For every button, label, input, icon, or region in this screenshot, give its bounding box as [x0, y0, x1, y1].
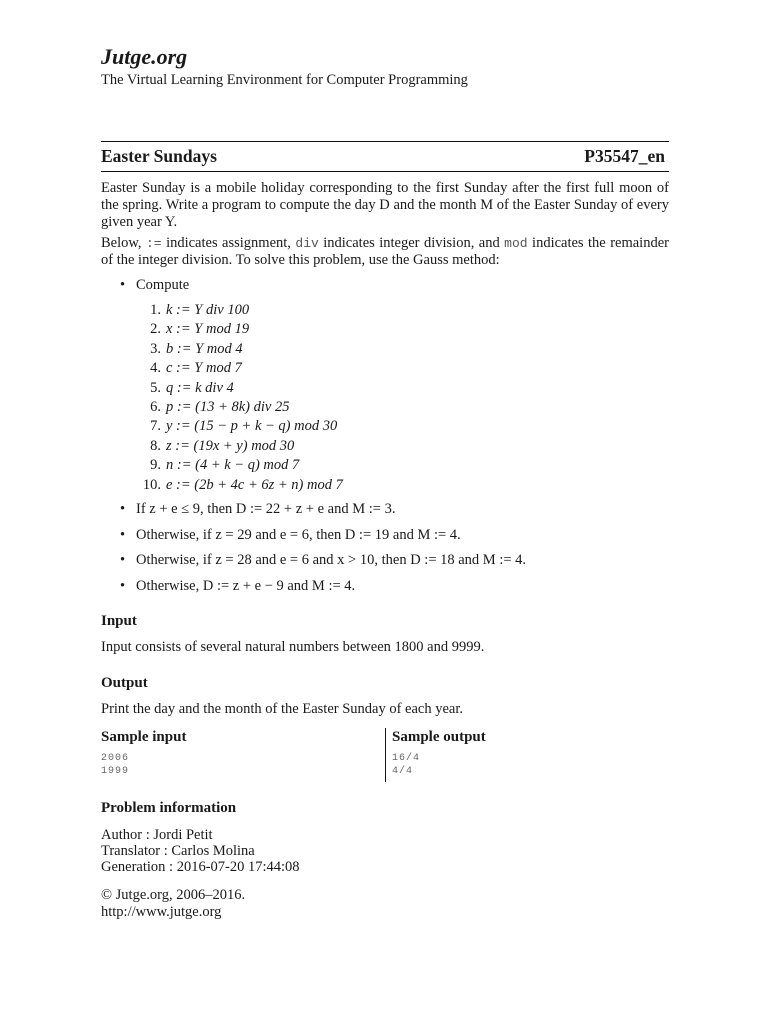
rule-text: Otherwise, if z = 29 and e = 6, then D := 19 and M := 4. [136, 527, 461, 543]
mod-operator: mod [504, 236, 528, 251]
statement-method [101, 235, 669, 269]
div-operator: div [295, 236, 319, 251]
step-formula: b := Y mod 4 [166, 340, 243, 357]
step-formula: z := (19x + y) mod 30 [166, 437, 295, 454]
problem-id: P35547_en [584, 146, 665, 166]
sample-output-body[interactable]: 16/4 4/4 [392, 753, 421, 777]
output-text: Print the day and the month of the Easter Sunday of each year. [101, 701, 463, 717]
bullet-dot: • [120, 578, 126, 594]
step-number: 6. [150, 398, 161, 415]
translator-line: Translator : Carlos Molina [101, 843, 255, 859]
method-text-4: indicates the remainder of the integer division. To solve this problem, use the Gauss method: [101, 235, 669, 268]
assign-operator: := [146, 236, 162, 251]
step-number: 7. [150, 418, 161, 435]
sample-output-heading: Sample output [392, 729, 486, 745]
title-rule-bottom [101, 171, 669, 172]
step-formula: y := (15 − p + k − q) mod 30 [166, 418, 338, 435]
site-title: Jutge.org [101, 44, 188, 69]
bullet-dot: • [120, 552, 126, 568]
step-number: 4. [150, 360, 161, 377]
sample-output-column [385, 728, 672, 782]
rule-text: Otherwise, D := z + e − 9 and M := 4. [136, 578, 356, 594]
step-formula: k := Y div 100 [166, 302, 250, 318]
step-formula: p := (13 + 8k) div 25 [166, 398, 290, 415]
bullet-dot: • [120, 527, 126, 543]
info-heading: Problem information [101, 800, 237, 816]
sample-input-heading: Sample input [101, 729, 187, 745]
step-number: 3. [150, 340, 161, 357]
copyright-line: © Jutge.org, 2006–2016. [101, 887, 246, 903]
step-number: 2. [150, 321, 161, 338]
generation-line: Generation : 2016-07-20 17:44:08 [101, 859, 300, 875]
compute-label: Compute [136, 277, 190, 293]
rule-text: Otherwise, if z = 28 and e = 6 and x > 10, then D := 18 and M := 4. [136, 552, 527, 568]
output-heading: Output [101, 675, 148, 691]
bullet-dot: • [120, 277, 126, 293]
input-heading: Input [101, 613, 137, 629]
step-number: 8. [150, 437, 161, 454]
bullet-dot: • [120, 501, 126, 517]
step-formula: q := k div 4 [166, 379, 234, 396]
sample-input-body[interactable]: 2006 1999 [101, 753, 130, 777]
step-number: 1. [150, 302, 161, 318]
rule-text: If z + e ≤ 9, then D := 22 + z + e and M := 3. [136, 501, 396, 517]
step-formula: c := Y mod 7 [166, 360, 242, 377]
sample-input-column [101, 728, 381, 778]
input-text: Input consists of several natural numbers between 1800 and 9999. [101, 639, 485, 655]
problem-title: Easter Sundays [101, 146, 217, 166]
method-text-3: indicates integer division, and [318, 235, 505, 251]
site-url[interactable]: http://www.jutge.org [101, 904, 222, 920]
step-number: 9. [150, 457, 161, 474]
samples-box [101, 728, 669, 784]
site-subtitle: The Virtual Learning Environment for Computer Programming [101, 72, 468, 88]
method-text-1: Below, [101, 235, 146, 251]
step-formula: x := Y mod 19 [166, 321, 250, 338]
step-formula: n := (4 + k − q) mod 7 [166, 457, 300, 474]
step-number: 5. [150, 379, 161, 396]
step-formula: e := (2b + 4c + 6z + n) mod 7 [166, 476, 343, 493]
author-line: Author : Jordi Petit [101, 827, 213, 843]
statement-intro: Easter Sunday is a mobile holiday corresponding to the first Sunday after the first full moon of the spring. Write a program to compute the day D and the month M of the Easter Sunday of every given year Y. [101, 180, 669, 230]
title-rule-top [101, 141, 669, 142]
step-number: 10. [142, 476, 161, 493]
method-text-2: indicates assignment, [161, 235, 296, 251]
